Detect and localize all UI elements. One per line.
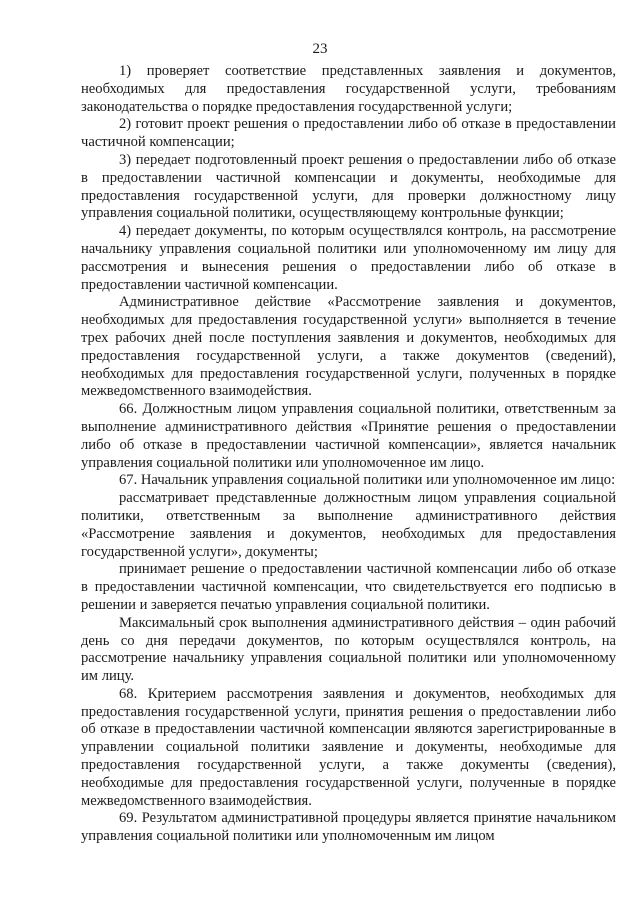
paragraph-68: 68. Критерием рассмотрения заявления и документов, необходимых для предоставления государственной услуги, принятия решения о предоставлении либо об отказе в предоставлении частичной компенсации являются зарегистрированные в управлении социальной политики заявление и документы, необходимые для предоставления государственной услуги, а также документы (сведения), необходимые для предоставления государственной услуги, полученные в порядке межведомственного взаимодействия.	[81, 685, 616, 809]
paragraph-67-decides: принимает решение о предоставлении частичной компенсации либо об отказе в предоставлении частичной компенсации, что свидетельствуется его подписью в решении и заверяется печатью управления социальной политики.	[81, 561, 616, 613]
paragraph-69: 69. Результатом административной процедуры является принятие начальником управления социальной политики или уполномоченным им лицом	[81, 810, 616, 845]
paragraph-66: 66. Должностным лицом управления социальной политики, ответственным за выполнение административного действия «Принятие решения о предоставлении либо об отказе в предоставлении частичной компенсации», является начальник управления социальной политики или уполномоченное им лицо.	[81, 401, 616, 471]
paragraph-item-4: 4) передает документы, по которым осуществлялся контроль, на рассмотрение начальнику управления социальной политики или уполномоченному им лицу для рассмотрения и вынесения решения о предоставлении либо об отказе в предоставлении частичной компенсации.	[81, 223, 616, 293]
paragraph-item-1: 1) проверяет соответствие представленных заявления и документов, необходимых для предоставления государственной услуги, требованиям законодательства о порядке предоставления государственной услуги;	[81, 63, 616, 115]
paragraph-admin-action-term: Административное действие «Рассмотрение заявления и документов, необходимых для предоставления государственной услуги» выполняется в течение трех рабочих дней после поступления заявления и документов, необходимых для предоставления государственной услуги, а также документов (сведений), необходимых для предоставления государственной услуги, полученных в порядке межведомственного взаимодействия.	[81, 294, 616, 400]
paragraph-67: 67. Начальник управления социальной политики или уполномоченное им лицо:	[119, 472, 616, 489]
page-number: 23	[312, 41, 328, 57]
paragraph-67-reviews: рассматривает представленные должностным лицом управления социальной политики, ответственным за выполнение административного действия «Рассмотрение заявления и документов, необходимых для предоставления государственной услуги», документы;	[81, 490, 616, 560]
paragraph-max-term: Максимальный срок выполнения административного действия – один рабочий день со дня передачи документов, по которым осуществлялся контроль, на рассмотрение начальнику управления социальной политики или уполномоченному им лицу.	[81, 614, 616, 685]
paragraph-item-2: 2) готовит проект решения о предоставлении либо об отказе в предоставлении частичной компенсации;	[81, 116, 616, 151]
document-body	[81, 63, 616, 846]
paragraph-item-3: 3) передает подготовленный проект решения о предоставлении либо об отказе в предоставлении частичной компенсации и документы, необходимые для предоставления государственной услуги, для проверки должностному лицу управления социальной политики, осуществляющему контрольные функции;	[81, 151, 616, 222]
